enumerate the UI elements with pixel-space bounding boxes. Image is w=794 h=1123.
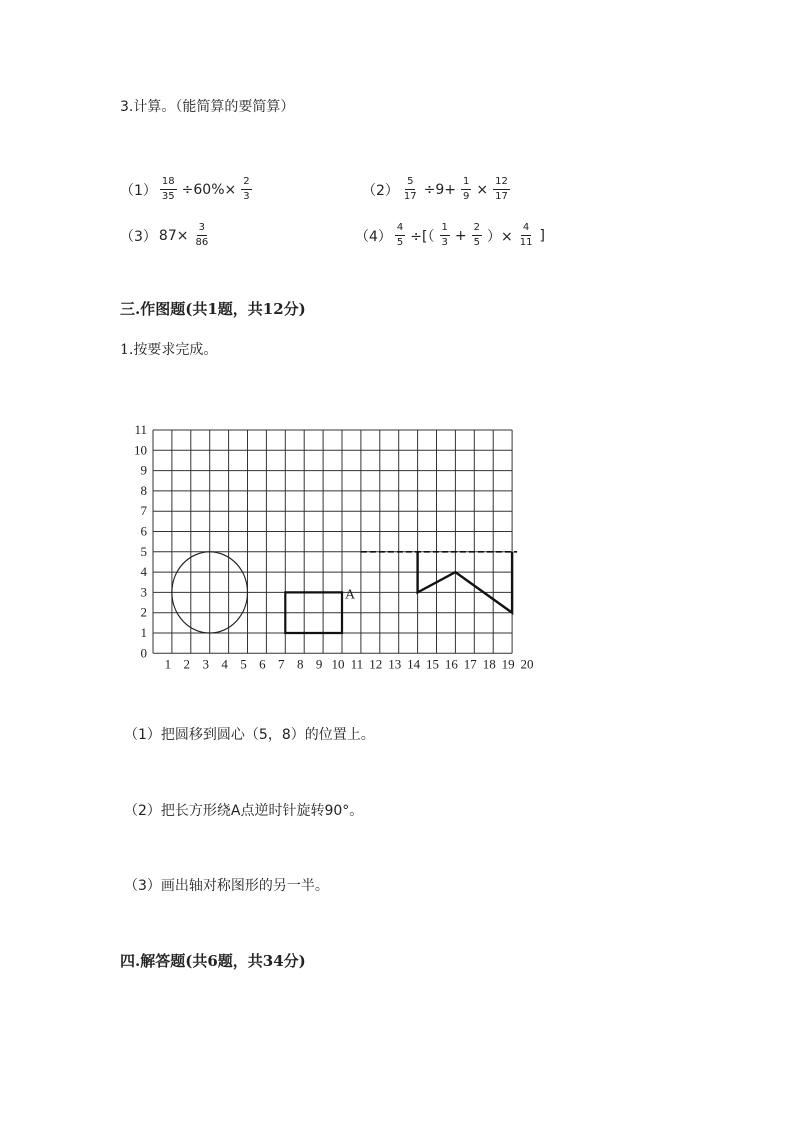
y-tick-label: 4 xyxy=(140,564,147,580)
half-symmetric-figure xyxy=(418,552,512,613)
y-tick-label: 5 xyxy=(140,543,147,559)
denominator: 3 xyxy=(441,237,448,248)
x-tick-label: 10 xyxy=(331,656,345,672)
numerator: 2 xyxy=(472,222,482,236)
numerator: 18 xyxy=(160,176,177,190)
x-tick-label: 8 xyxy=(296,656,304,672)
numerator: 4 xyxy=(395,222,405,236)
grid-lines xyxy=(153,430,512,653)
x-tick-label: 14 xyxy=(407,656,421,672)
y-tick-label: 11 xyxy=(134,422,147,437)
y-tick-label: 8 xyxy=(140,482,147,498)
operator: 87× xyxy=(158,227,189,244)
coordinate-grid xyxy=(0,420,794,680)
denominator: 9 xyxy=(463,191,470,202)
fraction xyxy=(518,222,535,249)
numerator: 1 xyxy=(440,222,450,236)
x-tick-label: 15 xyxy=(426,656,439,672)
fraction xyxy=(395,222,405,249)
expression-label: （2） xyxy=(362,182,399,199)
expression-1 xyxy=(120,176,255,203)
denominator: 86 xyxy=(195,237,209,248)
numerator: 5 xyxy=(405,176,415,190)
fraction xyxy=(160,176,177,203)
expression-label: （4） xyxy=(355,228,392,245)
fraction xyxy=(402,176,419,203)
x-tick-label: 16 xyxy=(444,656,458,672)
x-tick-label: 17 xyxy=(463,656,477,672)
x-tick-label: 9 xyxy=(315,656,323,672)
x-tick-label: 20 xyxy=(520,656,534,672)
denominator: 35 xyxy=(161,191,175,202)
x-tick-label: 1 xyxy=(164,656,172,672)
operator: ÷60%× xyxy=(181,181,237,198)
x-tick-label: 6 xyxy=(259,656,266,672)
operator: ）× xyxy=(486,228,513,245)
fraction xyxy=(493,176,510,203)
y-tick-label: 10 xyxy=(134,442,147,458)
x-tick-label: 4 xyxy=(221,656,228,672)
task-2: （2）把长方形绕A点逆时针旋转90°。 xyxy=(124,803,364,819)
y-tick-label: 9 xyxy=(140,462,147,478)
y-tick-label: 3 xyxy=(140,584,147,600)
x-tick-label: 2 xyxy=(183,656,191,672)
x-tick-label: 11 xyxy=(350,656,364,672)
denominator: 5 xyxy=(473,237,480,248)
fraction xyxy=(193,222,210,249)
numerator: 1 xyxy=(461,176,471,190)
expression-label: （1） xyxy=(120,182,157,199)
x-axis-labels xyxy=(165,656,534,671)
operator: × xyxy=(476,181,489,198)
y-tick-label: 0 xyxy=(140,645,147,661)
q3-title: 3.计算。（能简算的要简算） xyxy=(120,99,295,115)
expression-3 xyxy=(120,222,213,249)
x-tick-label: 19 xyxy=(501,656,515,672)
numerator: 3 xyxy=(197,222,207,236)
section-heading-answers: 四.解答题(共6题，共34分) xyxy=(120,952,306,970)
task-3: （3）画出轴对称图形的另一半。 xyxy=(124,878,329,894)
x-tick-label: 13 xyxy=(388,656,402,672)
operator: ÷[（ xyxy=(410,228,435,245)
numerator: 12 xyxy=(493,176,510,190)
x-tick-label: 7 xyxy=(278,656,285,672)
y-tick-label: 7 xyxy=(140,503,147,519)
x-tick-label: 5 xyxy=(240,656,247,672)
expression-4 xyxy=(355,222,547,249)
fraction xyxy=(241,176,251,203)
denominator: 11 xyxy=(519,237,533,248)
x-tick-label: 18 xyxy=(482,656,496,672)
operator: + xyxy=(454,227,467,244)
expression-2 xyxy=(362,176,513,203)
task-1: （1）把圆移到圆心（5，8）的位置上。 xyxy=(124,727,375,743)
numerator: 4 xyxy=(521,222,531,236)
question-1-label: 1.按要求完成。 xyxy=(120,342,218,358)
denominator: 5 xyxy=(396,237,404,248)
operator: ÷9+ xyxy=(423,181,457,198)
x-tick-label: 12 xyxy=(369,656,383,672)
expression-label: （3） xyxy=(120,228,157,245)
denominator: 3 xyxy=(243,191,250,202)
fraction xyxy=(472,222,482,249)
y-tick-label: 2 xyxy=(140,604,147,620)
fraction xyxy=(440,222,450,249)
x-tick-label: 3 xyxy=(202,656,209,672)
y-tick-label: 6 xyxy=(140,523,147,539)
denominator: 17 xyxy=(403,191,417,202)
section-heading-drawing: 三.作图题(共1题，共12分) xyxy=(120,300,306,318)
y-axis-labels xyxy=(134,422,148,660)
denominator: 17 xyxy=(495,191,508,202)
y-tick-label: 1 xyxy=(140,625,147,640)
fraction xyxy=(461,176,471,203)
point-a-label: A xyxy=(345,587,356,603)
numerator: 2 xyxy=(241,176,251,190)
operator: ] xyxy=(539,227,545,244)
